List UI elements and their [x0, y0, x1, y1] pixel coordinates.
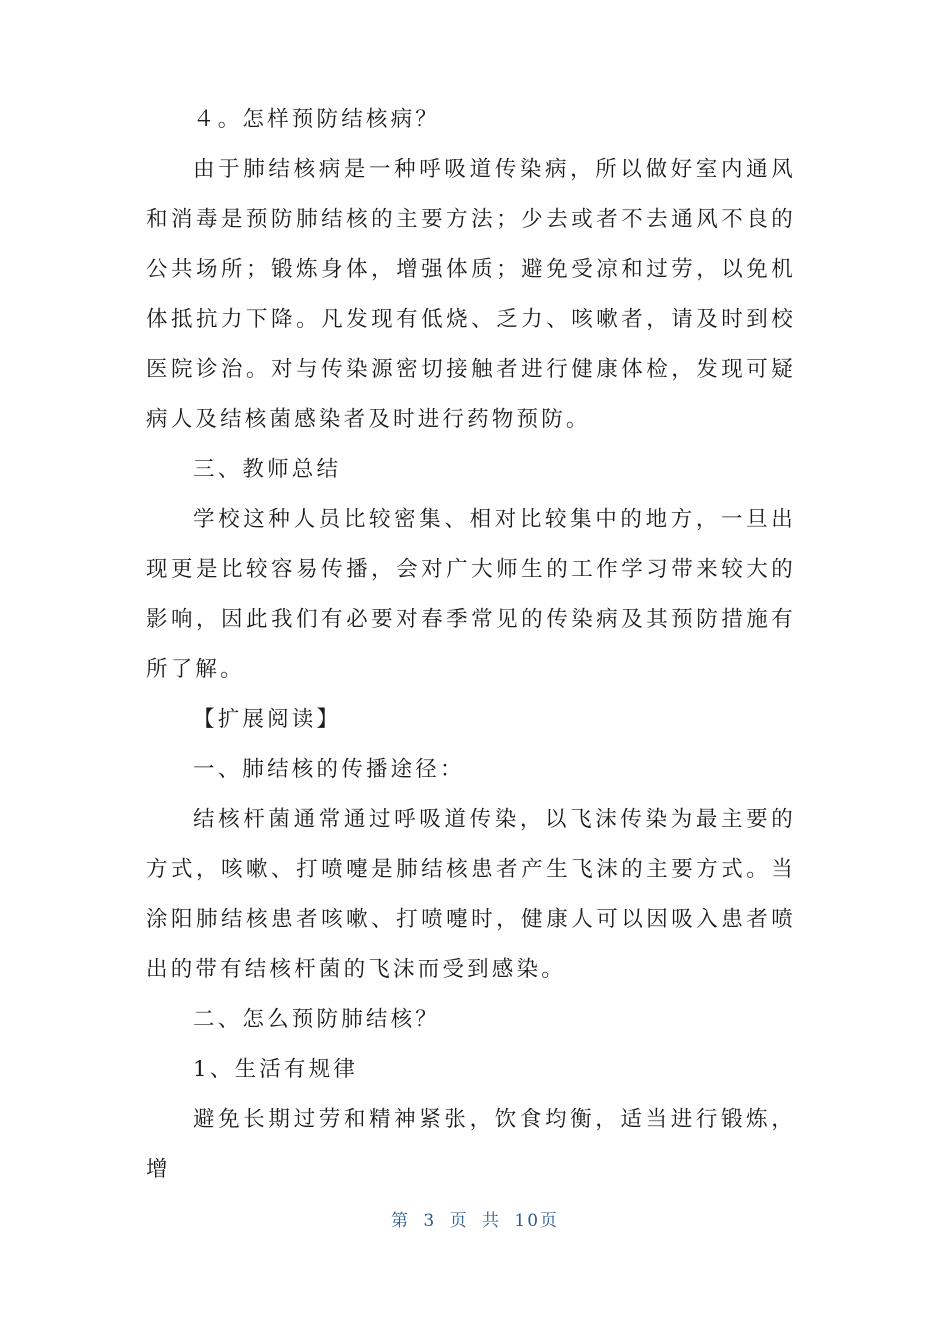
extended-reading-heading: 【扩展阅读】 — [193, 707, 342, 732]
current-page-number: 3 — [423, 1211, 437, 1231]
footer-prefix: 第 — [390, 1211, 410, 1231]
page-footer — [0, 1206, 950, 1231]
footer-total-label: 共 — [482, 1211, 501, 1231]
regular-life-paragraph: 避免长期过劳和精神紧张，饮食均衡，适当进行锻炼，增 — [146, 1107, 796, 1182]
question-heading: ４。怎样预防结核病？ — [193, 107, 441, 132]
how-to-prevent-heading: 二、怎么预防肺结核？ — [193, 1007, 441, 1032]
regular-life-heading: 1、生活有规律 — [193, 1057, 359, 1082]
summary-paragraph: 学校这种人员比较密集、相对比较集中的地方，一旦出现更是比较容易传播，会对广大师生的工作学习带来较大的影响，因此我们有必要对春季常见的传染病及其预防措施有所了解。 — [146, 507, 796, 682]
total-pages: 10页 — [514, 1211, 560, 1231]
footer-page-label: 页 — [449, 1211, 469, 1231]
transmission-paragraph: 结核杆菌通常通过呼吸道传染，以飞沫传染为最主要的方式，咳嗽、打喷嚏是肺结核患者产生飞沫的主要方式。当涂阳肺结核患者咳嗽、打喷嚏时，健康人可以因吸入患者喷出的带有结核杆菌的飞沫而受到感染。 — [146, 807, 796, 982]
section-heading-teacher-summary: 三、教师总结 — [193, 457, 342, 482]
document-body — [146, 95, 796, 1195]
prevention-paragraph: 由于肺结核病是一种呼吸道传染病，所以做好室内通风和消毒是预防肺结核的主要方法；少去或者不去通风不良的公共场所；锻炼身体，增强体质；避免受凉和过劳，以免机体抵抗力下降。凡发现有低烧、乏力、咳嗽者，请及时到校医院诊治。对与传染源密切接触者进行健康体检，发现可疑病人及结核菌感染者及时进行药物预防。 — [146, 157, 796, 432]
transmission-heading: 一、肺结核的传播途径： — [193, 757, 465, 782]
